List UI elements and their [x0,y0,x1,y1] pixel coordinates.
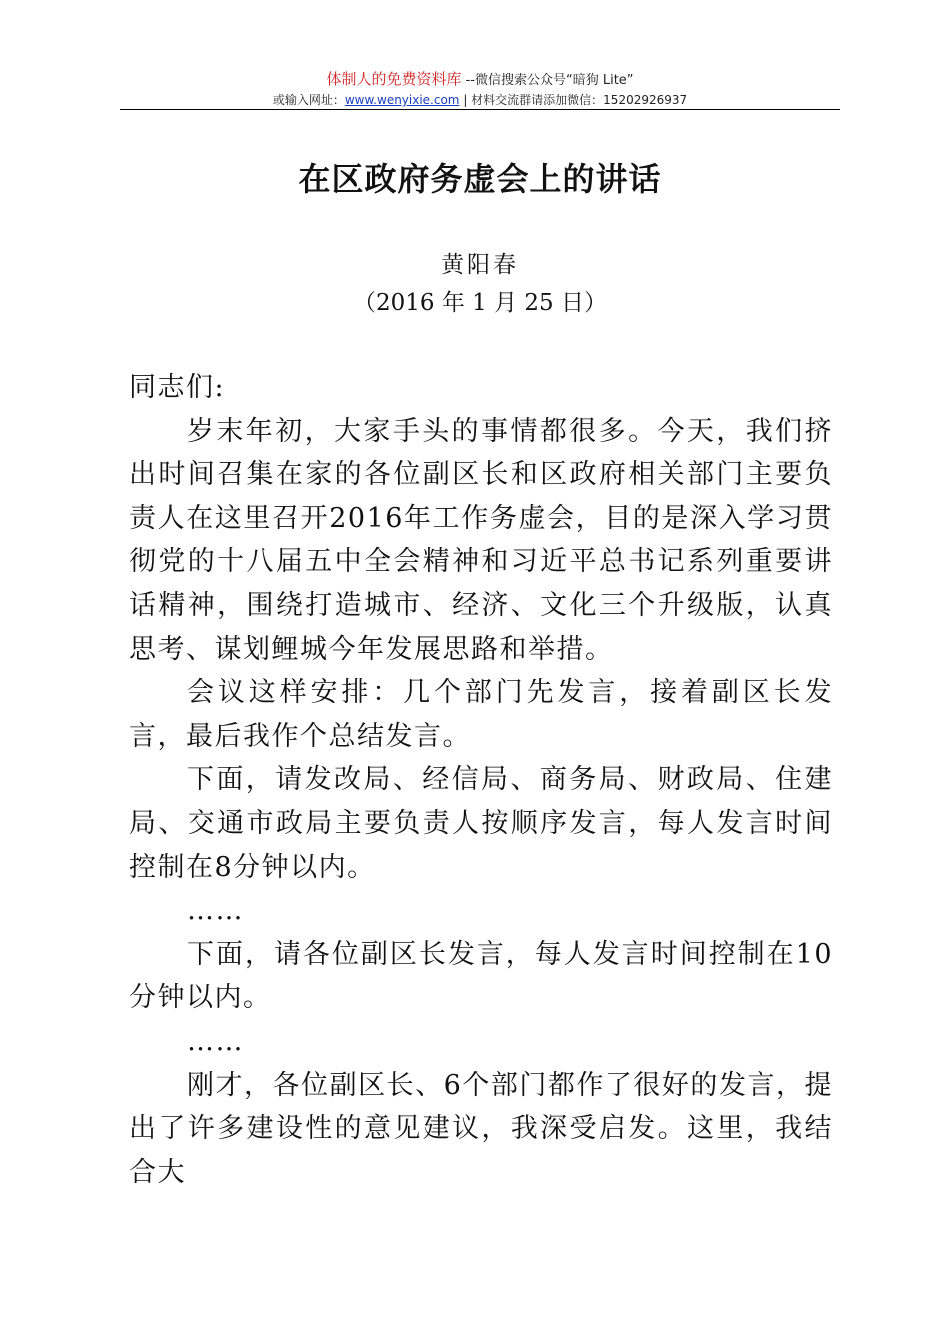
header-url-link[interactable]: www.wenyixie.com [344,93,460,107]
header-contact: | 材料交流群请添加微信：15202926937 [459,93,688,107]
body-paragraph-3: 下面，请发改局、经信局、商务局、财政局、住建局、交通市政局主要负责人按顺序发言，每人发言时间控制在8分钟以内。 [129,764,833,883]
ellipsis-2: …… [187,1025,244,1057]
body-paragraph-1: 岁末年初，大家手头的事情都很多。今天，我们挤出时间召集在家的各位副区长和区政府相关部门主要负责人在这里召开2016年工作务虚会，目的是深入学习贯彻党的十八届五中全会精神和习近平总书记系列重要讲话精神，围绕打造城市、经济、文化三个升级版，认真思考、谋划鲤城今年发展思路和举措。 [129,415,833,665]
document-date: （2016 年 1 月 25 日） [353,290,607,316]
body-paragraph-5: 刚才，各位副区长、6个部门都作了很好的发言，提出了许多建设性的意见建议，我深受启发。这里，我结合大 [129,1069,833,1188]
document-author: 黄阳春 [441,252,519,278]
document-body [129,366,833,1194]
header-promo-line [120,70,840,90]
header-contact-line [120,92,840,108]
header-divider [120,109,840,110]
body-paragraph-4: 下面，请各位副区长发言，每人发言时间控制在10分钟以内。 [129,938,833,1014]
page-header [120,70,840,108]
header-brand: 体制人的免费资料库 [326,70,462,88]
header-url-prefix: 或输入网址： [272,93,345,107]
ellipsis-1: …… [187,895,244,927]
body-paragraph-2: 会议这样安排：几个部门先发言，接着副区长发言，最后我作个总结发言。 [129,677,833,752]
salutation: 同志们: [129,372,226,403]
header-wechat-text: --微信搜索公众号“暗狗 Lite” [461,73,634,88]
document-title: 在区政府务虚会上的讲话 [298,160,662,198]
